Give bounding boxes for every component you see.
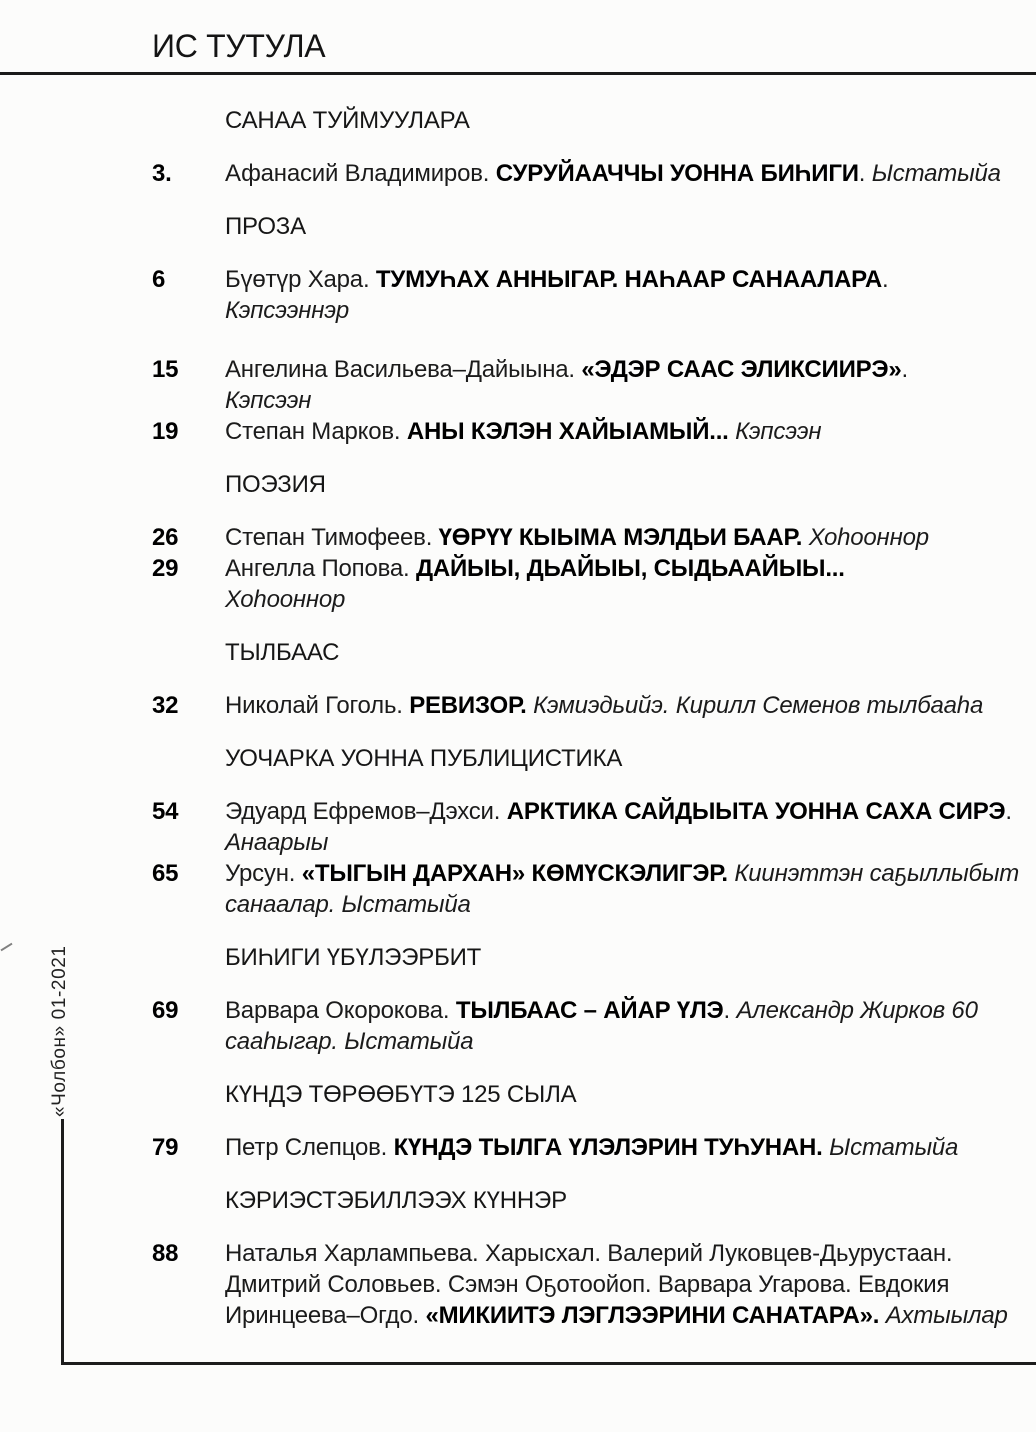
entry-author-text: .	[901, 356, 908, 383]
entry-author-text: .	[723, 997, 737, 1024]
toc-entry	[152, 416, 982, 447]
entry-line	[225, 553, 982, 584]
entry-line	[225, 416, 982, 447]
entry-line	[225, 1026, 982, 1057]
entry-line	[225, 827, 982, 858]
entry-genre-text: Ыстатыйа	[829, 1134, 959, 1161]
entry-author-text: .	[1005, 798, 1012, 825]
toc-section-heading	[152, 105, 982, 136]
entry-author-text: Бүөтүр Хара.	[225, 266, 376, 293]
page-number: 54	[152, 798, 179, 825]
entry-line	[225, 354, 982, 385]
entry-genre-text: Кэмиэдьийэ. Кирилл Семенов тылбааһа	[533, 692, 984, 719]
page-number: 3.	[152, 160, 172, 187]
entry-genre-text: санаалар. Ыстатыйа	[225, 891, 471, 918]
toc-entry	[152, 1132, 982, 1163]
toc-section-heading	[152, 637, 982, 668]
page-number-spacer	[152, 211, 225, 242]
entry-author-text: Ангелина Васильева–Дайыына.	[225, 356, 582, 383]
page-number-spacer	[152, 469, 225, 500]
entry-genre-text: Ыстатыйа	[871, 160, 1001, 187]
section-label: УОЧАРКА УОННА ПУБЛИЦИСТИКА	[225, 745, 623, 772]
page-title: ИС ТУТУЛА	[152, 28, 326, 64]
page-number: 32	[152, 692, 179, 719]
entry-line	[225, 690, 982, 721]
toc-section-heading	[152, 1079, 982, 1110]
entry-author-text: Степан Марков.	[225, 418, 407, 445]
section-label: КЭРИЭСТЭБИЛЛЭЭХ КҮННЭР	[225, 1187, 567, 1214]
entry-genre-text: сааһыгар. Ыстатыйа	[225, 1028, 474, 1055]
page-number: 29	[152, 555, 179, 582]
frame-left-line	[61, 1119, 64, 1363]
entry-genre-text: Ахтыылар	[885, 1302, 1008, 1329]
entry-genre-text: Хоһооннор	[808, 524, 929, 551]
entry-author-text: Ангелла Попова.	[225, 555, 416, 582]
entry-author-text: .	[858, 160, 872, 187]
toc-entry	[152, 354, 982, 416]
entry-genre-text: Александр Жирков 60	[736, 997, 978, 1024]
entry-line	[225, 1269, 982, 1300]
toc-section-heading	[152, 211, 982, 242]
entry-line	[225, 796, 1012, 827]
entry-title-text: «ЭДЭР СААС ЭЛИКСИИРЭ»	[581, 356, 902, 383]
entry-line	[225, 995, 982, 1026]
entry-author-text: .	[881, 266, 889, 293]
spine-label: «Чолбон» 01-2021	[49, 945, 70, 1117]
entry-title-text: РЕВИЗОР.	[409, 692, 527, 719]
scan-mark	[0, 943, 12, 952]
entry-author-text: Иринцеева–Огдо.	[225, 1302, 426, 1329]
section-label: КҮНДЭ ТӨРӨӨБҮТЭ 125 СЫЛА	[225, 1081, 577, 1108]
entry-author-text: Петр Слепцов.	[225, 1134, 394, 1161]
entry-author-text: Степан Тимофеев.	[225, 524, 439, 551]
toc-section-heading	[152, 469, 982, 500]
entry-line	[225, 584, 982, 615]
toc-entry	[152, 995, 982, 1057]
page-number: 19	[152, 418, 179, 445]
section-label: БИҺИГИ ҮБҮЛЭЭРБИТ	[225, 944, 482, 971]
entry-line	[225, 522, 982, 553]
toc-entry	[152, 690, 982, 721]
entry-genre-text: Киинэттэн саҕыллыбыт	[734, 860, 1020, 887]
section-label: САНАА ТУЙМУУЛАРА	[225, 107, 470, 134]
section-label: ПРОЗА	[225, 213, 306, 240]
toc-section-heading	[152, 743, 982, 774]
entry-title-text: ТЫЛБААС – АЙАР ҮЛЭ	[455, 997, 724, 1024]
page-number: 65	[152, 860, 179, 887]
entry-title-text: АНЫ КЭЛЭН ХАЙЫАМЫЙ...	[406, 418, 729, 445]
entry-genre-text: Кэпсээн	[225, 387, 312, 414]
entry-line	[225, 889, 982, 920]
entry-genre-text: Анаарыы	[225, 829, 329, 856]
entry-genre-text: Кэпсээн	[735, 418, 822, 445]
entry-author-text: Эдуард Ефремов–Дэхси.	[225, 798, 507, 825]
entry-line	[225, 295, 982, 326]
frame-bottom-line	[61, 1362, 1036, 1365]
entry-line	[225, 1300, 1008, 1331]
entry-author-text: Урсун.	[225, 860, 302, 887]
title-rule	[0, 72, 1036, 75]
page-number: 15	[152, 356, 179, 383]
toc-entry	[152, 796, 1012, 858]
page-number: 26	[152, 524, 179, 551]
entry-line	[225, 1238, 982, 1269]
page-number-spacer	[152, 1079, 225, 1110]
section-label: ТЫЛБААС	[225, 639, 340, 666]
toc-section-heading	[152, 942, 982, 973]
toc-section-heading	[152, 1185, 982, 1216]
toc-entry	[152, 264, 982, 326]
toc-entry	[152, 858, 1020, 920]
page-number-spacer	[152, 637, 225, 668]
page-number: 6	[152, 266, 166, 293]
entry-genre-text: Хоһооннор	[225, 586, 346, 613]
entry-author-text: Афанасий Владимиров.	[225, 160, 496, 187]
entry-line	[225, 264, 982, 295]
entry-line	[225, 858, 1020, 889]
entry-title-text: ҮӨРҮҮ КЫЫМА МЭЛДЬИ БААР.	[438, 524, 803, 551]
toc-entry	[152, 1238, 1008, 1331]
entry-title-text: ТУМУҺАХ АННЫГАР. НАҺААР САНААЛАРА	[375, 266, 882, 293]
page-number: 88	[152, 1240, 179, 1267]
entry-line	[225, 1132, 982, 1163]
entry-title-text: «ТЫГЫН ДАРХАН» КӨМҮСКЭЛИГЭР.	[301, 860, 728, 887]
toc-entry	[152, 553, 982, 615]
entry-author-text: Наталья Харлампьева. Харысхал. Валерий Луковцев-Дьурустаан.	[225, 1240, 953, 1267]
toc-entry	[152, 522, 982, 553]
entry-title-text: СУРУЙААЧЧЫ УОННА БИҺИГИ	[495, 160, 859, 187]
page-number-spacer	[152, 105, 225, 136]
entry-author-text: Николай Гоголь.	[225, 692, 410, 719]
page-number-spacer	[152, 942, 225, 973]
entry-line	[225, 158, 1001, 189]
entry-title-text: АРКТИКА САЙДЫЫТА УОННА САХА СИРЭ	[506, 798, 1006, 825]
entry-author-text: Дмитрий Соловьев. Сэмэн Оҕотоойоп. Варвара Угарова. Евдокия	[225, 1271, 950, 1298]
toc-list	[152, 105, 1020, 1331]
page-number: 69	[152, 997, 179, 1024]
entry-title-text: ДАЙЫЫ, ДЬАЙЫЫ, СЫДЬААЙЫЫ...	[415, 555, 845, 582]
page-number: 79	[152, 1134, 179, 1161]
entry-genre-text: Кэпсээннэр	[225, 297, 350, 324]
entry-line	[225, 385, 982, 416]
entry-title-text: «МИКИИТЭ ЛЭГЛЭЭРИНИ САНАТАРА».	[425, 1302, 880, 1329]
toc-entry	[152, 158, 1001, 189]
page-number-spacer	[152, 743, 225, 774]
section-label: ПОЭЗИЯ	[225, 471, 326, 498]
page-number-spacer	[152, 1185, 225, 1216]
entry-title-text: КҮНДЭ ТЫЛГА ҮЛЭЛЭРИН ТУҺУНАН.	[393, 1134, 823, 1161]
entry-author-text: Варвара Окорокова.	[225, 997, 456, 1024]
